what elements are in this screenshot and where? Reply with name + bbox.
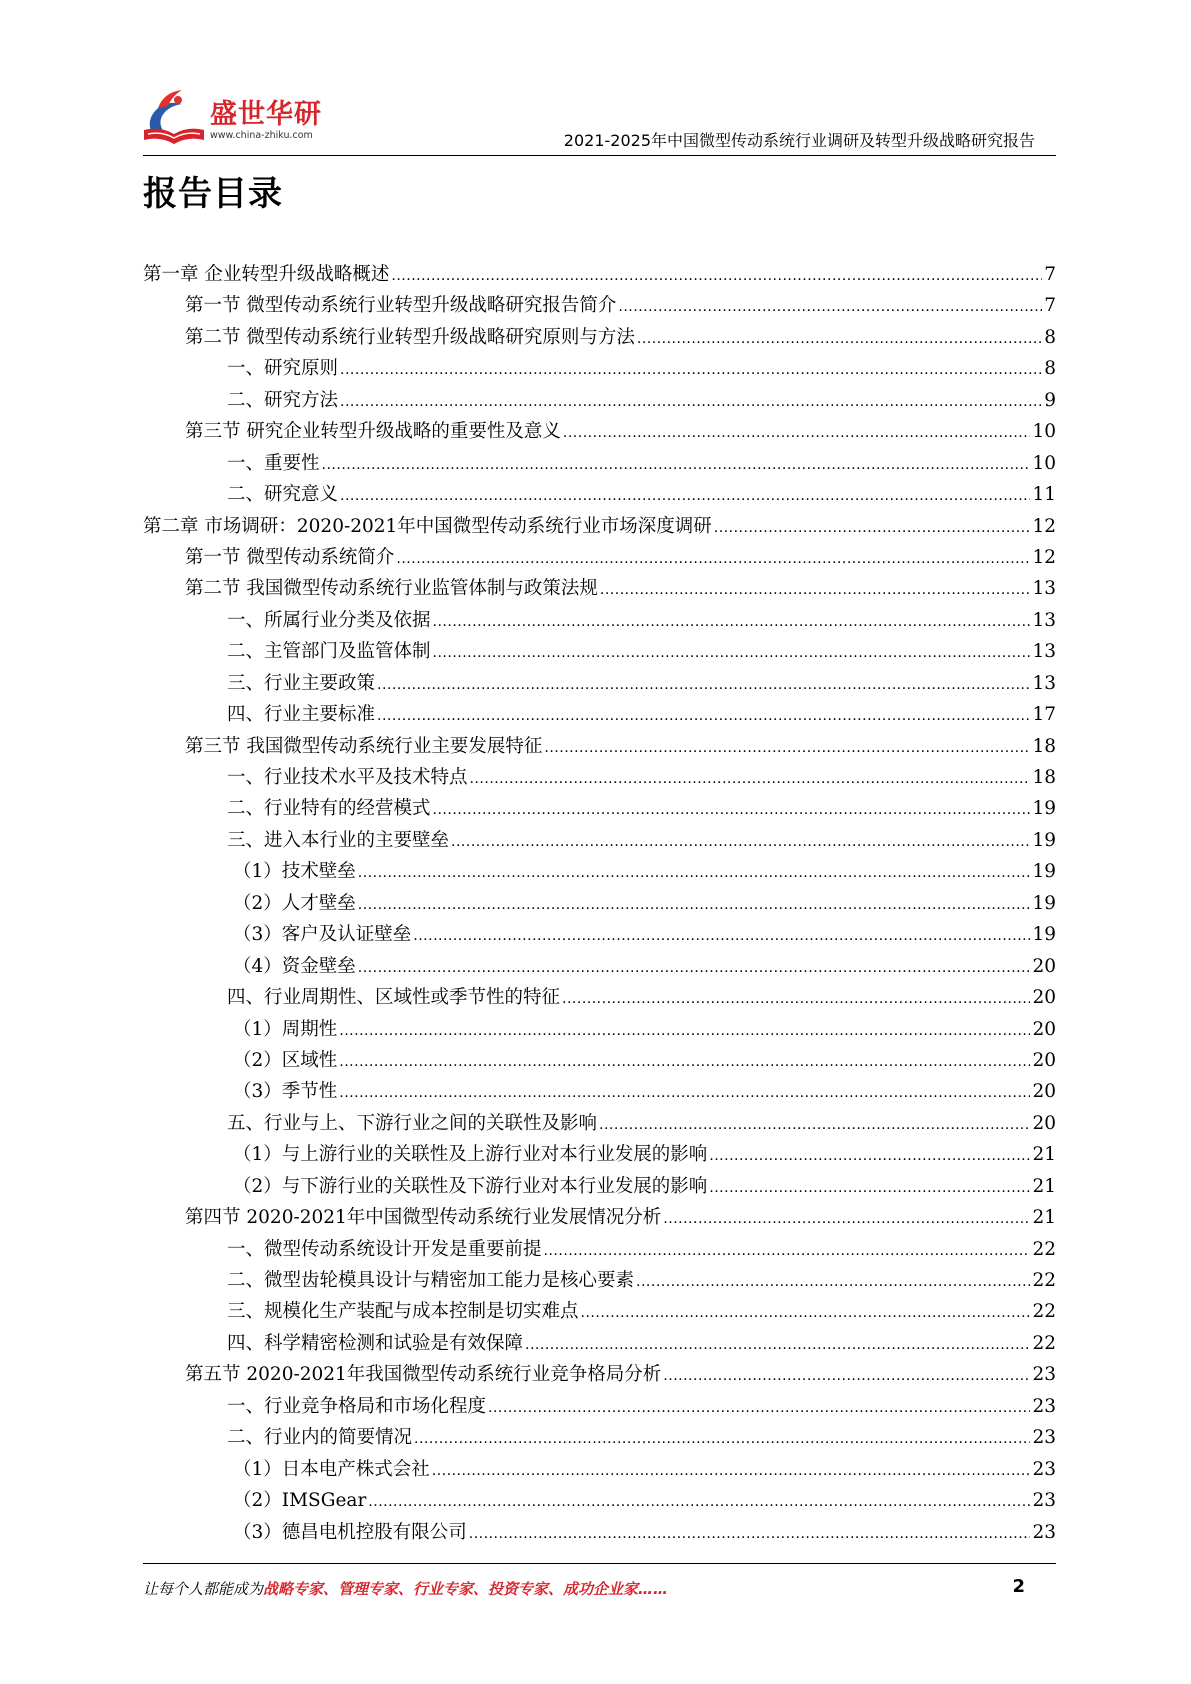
toc-leader-dots (451, 830, 1030, 851)
toc-leader-dots (340, 358, 1042, 379)
toc-entry[interactable] (143, 952, 1056, 983)
toc-entry-page: 23 (1032, 1490, 1056, 1512)
toc-leader-dots (469, 1522, 1031, 1543)
toc-leader-dots (544, 736, 1030, 757)
toc-entry-page: 10 (1032, 452, 1056, 474)
toc-entry-label: 二、研究意义 (227, 484, 339, 506)
toc-entry[interactable] (143, 763, 1056, 794)
toc-leader-dots (339, 1019, 1030, 1040)
toc-entry[interactable] (143, 857, 1056, 888)
toc-entry[interactable] (143, 1266, 1056, 1297)
toc-entry[interactable] (143, 826, 1056, 857)
toc-entry-label: 第五节 2020-2021年我国微型传动系统行业竞争格局分析 (185, 1364, 662, 1386)
toc-entry-label: （1）技术壁垒 (233, 861, 356, 883)
company-logo (138, 84, 322, 150)
toc-leader-dots (544, 1239, 1031, 1260)
toc-entry-page: 20 (1032, 1049, 1056, 1071)
toc-leader-dots (396, 547, 1030, 568)
toc-entry-label: 三、行业主要政策 (227, 672, 376, 694)
toc-entry-label: 一、重要性 (227, 452, 320, 474)
toc-leader-dots (581, 1301, 1031, 1322)
toc-entry-label: 五、行业与上、下游行业之间的关联性及影响 (227, 1112, 598, 1134)
toc-leader-dots (414, 1427, 1030, 1448)
toc-leader-dots (358, 861, 1031, 882)
header-divider (143, 155, 1056, 156)
toc-leader-dots (358, 956, 1031, 977)
toc-entry-page: 10 (1032, 421, 1056, 443)
toc-entry[interactable] (143, 260, 1056, 291)
toc-entry-page: 20 (1032, 987, 1056, 1009)
toc-entry[interactable] (143, 1486, 1056, 1517)
toc-entry-label: （3）季节性 (233, 1081, 338, 1103)
toc-entry-page: 19 (1032, 892, 1056, 914)
toc-entry[interactable] (143, 417, 1056, 448)
toc-entry-label: 三、规模化生产装配与成本控制是切实难点 (227, 1301, 579, 1323)
toc-entry-label: 第二章 市场调研：2020-2021年中国微型传动系统行业市场深度调研 (143, 515, 712, 537)
toc-entry-page: 22 (1032, 1238, 1056, 1260)
toc-entry-label: 一、微型传动系统设计开发是重要前提 (227, 1238, 542, 1260)
toc-entry[interactable] (143, 386, 1056, 417)
toc-entry-label: 第四节 2020-2021年中国微型传动系统行业发展情况分析 (185, 1207, 662, 1229)
toc-entry-page: 23 (1032, 1458, 1056, 1480)
toc-leader-dots (340, 390, 1042, 411)
toc-leader-dots (637, 327, 1042, 348)
toc-leader-dots (488, 1396, 1030, 1417)
toc-entry[interactable] (143, 291, 1056, 322)
toc-entry-label: （2）区域性 (233, 1049, 338, 1071)
toc-entry[interactable] (143, 1423, 1056, 1454)
toc-entry-label: （4）资金壁垒 (233, 955, 356, 977)
toc-entry-page: 23 (1032, 1427, 1056, 1449)
toc-entry[interactable] (143, 1297, 1056, 1328)
toc-leader-dots (368, 1490, 1030, 1511)
logo-emblem-icon (138, 84, 208, 150)
toc-entry[interactable] (143, 1109, 1056, 1140)
toc-entry-page: 21 (1032, 1144, 1056, 1166)
toc-entry[interactable] (143, 574, 1056, 605)
toc-entry-page: 13 (1032, 609, 1056, 631)
toc-leader-dots (413, 924, 1030, 945)
toc-entry[interactable] (143, 1046, 1056, 1077)
toc-leader-dots (377, 673, 1030, 694)
toc-leader-dots (433, 641, 1031, 662)
toc-entry[interactable] (143, 354, 1056, 385)
toc-entry-label: 第一节 微型传动系统简介 (185, 546, 395, 568)
toc-entry-page: 20 (1032, 1018, 1056, 1040)
toc-entry-label: 三、进入本行业的主要壁垒 (227, 829, 450, 851)
toc-entry[interactable] (143, 1392, 1056, 1423)
toc-entry-label: 第二节 微型传动系统行业转型升级战略研究原则与方法 (185, 326, 635, 348)
toc-leader-dots (391, 264, 1042, 285)
toc-entry[interactable] (143, 543, 1056, 574)
toc-entry[interactable] (143, 512, 1056, 543)
toc-entry-label: （1）周期性 (233, 1018, 338, 1040)
toc-entry-page: 19 (1032, 861, 1056, 883)
toc-entry[interactable] (143, 323, 1056, 354)
toc-leader-dots (563, 421, 1031, 442)
toc-entry-page: 13 (1032, 641, 1056, 663)
toc-entry-page: 23 (1032, 1364, 1056, 1386)
toc-entry-page: 13 (1032, 578, 1056, 600)
toc-entry-page: 23 (1032, 1395, 1056, 1417)
toc-entry-page: 21 (1032, 1175, 1056, 1197)
toc-entry[interactable] (143, 1077, 1056, 1108)
toc-entry[interactable] (143, 1015, 1056, 1046)
toc-entry-page: 18 (1032, 767, 1056, 788)
toc-entry-page: 20 (1032, 1112, 1056, 1134)
toc-entry[interactable] (143, 449, 1056, 480)
toc-entry-page: 12 (1032, 515, 1056, 537)
toc-entry-label: （2）人才壁垒 (233, 892, 356, 914)
toc-entry-label: 一、所属行业分类及依据 (227, 609, 431, 631)
toc-leader-dots (714, 516, 1031, 537)
toc-leader-dots (636, 1270, 1030, 1291)
page-number: 2 (1012, 1576, 1025, 1597)
toc-leader-dots (339, 1050, 1030, 1071)
toc-leader-dots (600, 578, 1031, 599)
toc-entry[interactable] (143, 1360, 1056, 1391)
toc-entry[interactable] (143, 606, 1056, 637)
toc-leader-dots (433, 798, 1031, 819)
toc-leader-dots (322, 453, 1031, 474)
toc-entry[interactable] (143, 669, 1056, 700)
toc-entry-page: 22 (1032, 1332, 1056, 1354)
toc-entry-label: （3）客户及认证壁垒 (233, 924, 412, 946)
toc-entry[interactable] (143, 732, 1056, 763)
toc-leader-dots (340, 484, 1030, 505)
toc-entry-label: 第三节 我国微型传动系统行业主要发展特征 (185, 735, 543, 757)
toc-entry[interactable] (143, 794, 1056, 825)
toc-entry-page: 11 (1032, 484, 1056, 506)
toc-entry-page: 12 (1032, 546, 1056, 568)
toc-entry[interactable] (143, 1455, 1056, 1486)
toc-leader-dots (470, 767, 1031, 788)
toc-entry-label: （3）德昌电机控股有限公司 (233, 1521, 467, 1543)
toc-entry-page: 20 (1032, 955, 1056, 977)
toc-entry-page: 20 (1032, 1081, 1056, 1103)
toc-leader-dots (432, 1459, 1031, 1480)
table-of-contents (143, 260, 1056, 1549)
toc-entry[interactable] (143, 889, 1056, 920)
toc-entry-label: （2）与下游行业的关联性及下游行业对本行业发展的影响 (233, 1175, 708, 1197)
toc-entry-label: 一、行业竞争格局和市场化程度 (227, 1395, 487, 1417)
toc-entry-page: 13 (1032, 672, 1056, 694)
toc-entry-label: 第三节 研究企业转型升级战略的重要性及意义 (185, 421, 561, 443)
toc-entry-page: 17 (1032, 704, 1056, 726)
toc-entry-label: 二、微型齿轮模具设计与精密加工能力是核心要素 (227, 1270, 635, 1291)
toc-entry-label: 四、科学精密检测和试验是有效保障 (227, 1332, 524, 1354)
toc-leader-dots (663, 1207, 1030, 1228)
toc-entry-label: 一、行业技术水平及技术特点 (227, 767, 468, 788)
toc-entry[interactable] (143, 1518, 1056, 1549)
toc-entry[interactable] (143, 1172, 1056, 1203)
toc-entry-label: （1）日本电产株式会社 (233, 1458, 430, 1480)
toc-entry-page: 21 (1032, 1207, 1056, 1229)
toc-entry-label: 第二节 我国微型传动系统行业监管体制与政策法规 (185, 578, 598, 600)
toc-leader-dots (709, 1144, 1030, 1165)
toc-entry[interactable] (143, 480, 1056, 511)
toc-entry[interactable] (143, 983, 1056, 1014)
toc-entry[interactable] (143, 1235, 1056, 1266)
toc-entry-page: 19 (1032, 798, 1056, 820)
toc-entry[interactable] (143, 700, 1056, 731)
footer-slogan-prefix: 让每个人都能成为 (143, 1580, 264, 1598)
toc-entry-label: 一、研究原则 (227, 358, 339, 380)
toc-entry[interactable] (143, 920, 1056, 951)
logo-url: www.china-zhiku.com (210, 130, 313, 141)
report-title: 2021-2025年中国微型传动系统行业调研及转型升级战略研究报告 (563, 131, 1035, 150)
page-title: 报告目录 (143, 174, 283, 214)
toc-leader-dots (525, 1333, 1030, 1354)
toc-entry[interactable] (143, 1203, 1056, 1234)
toc-entry-page: 8 (1044, 358, 1056, 380)
footer-divider (143, 1563, 1056, 1564)
toc-entry-page: 7 (1044, 264, 1056, 285)
toc-entry-page: 22 (1032, 1301, 1056, 1323)
toc-leader-dots (562, 987, 1030, 1008)
toc-leader-dots (599, 1113, 1030, 1134)
toc-entry-label: （2）IMSGear (233, 1490, 367, 1512)
toc-entry-page: 22 (1032, 1270, 1056, 1291)
toc-entry-page: 18 (1032, 735, 1056, 757)
toc-entry[interactable] (143, 1329, 1056, 1360)
toc-entry[interactable] (143, 637, 1056, 668)
toc-leader-dots (358, 893, 1031, 914)
toc-entry-page: 7 (1044, 295, 1056, 317)
toc-leader-dots (663, 1364, 1030, 1385)
toc-entry-label: 四、行业周期性、区域性或季节性的特征 (227, 987, 561, 1009)
toc-entry-page: 19 (1032, 829, 1056, 851)
toc-entry[interactable] (143, 1140, 1056, 1171)
toc-entry-label: 二、主管部门及监管体制 (227, 641, 431, 663)
toc-entry-label: （1）与上游行业的关联性及上游行业对本行业发展的影响 (233, 1144, 708, 1166)
toc-entry-label: 二、行业内的简要情况 (227, 1427, 413, 1449)
toc-entry-label: 二、行业特有的经营模式 (227, 798, 431, 820)
toc-leader-dots (709, 1176, 1030, 1197)
toc-entry-page: 19 (1032, 924, 1056, 946)
toc-leader-dots (377, 704, 1030, 725)
toc-leader-dots (339, 1081, 1030, 1102)
toc-entry-label: 第一节 微型传动系统行业转型升级战略研究报告简介 (185, 295, 617, 317)
toc-leader-dots (433, 610, 1031, 631)
toc-entry-page: 23 (1032, 1521, 1056, 1543)
footer-slogan-emphasis: 战略专家、管理专家、行业专家、投资专家、成功企业家…… (263, 1580, 669, 1598)
toc-leader-dots (618, 295, 1042, 316)
toc-entry-page: 9 (1044, 389, 1056, 411)
toc-entry-page: 8 (1044, 326, 1056, 348)
toc-entry-label: 四、行业主要标准 (227, 704, 376, 726)
toc-entry-label: 第一章 企业转型升级战略概述 (143, 264, 390, 285)
toc-entry-label: 二、研究方法 (227, 389, 339, 411)
footer-slogan (143, 1578, 668, 1599)
logo-text: 盛世华研 (210, 99, 322, 130)
